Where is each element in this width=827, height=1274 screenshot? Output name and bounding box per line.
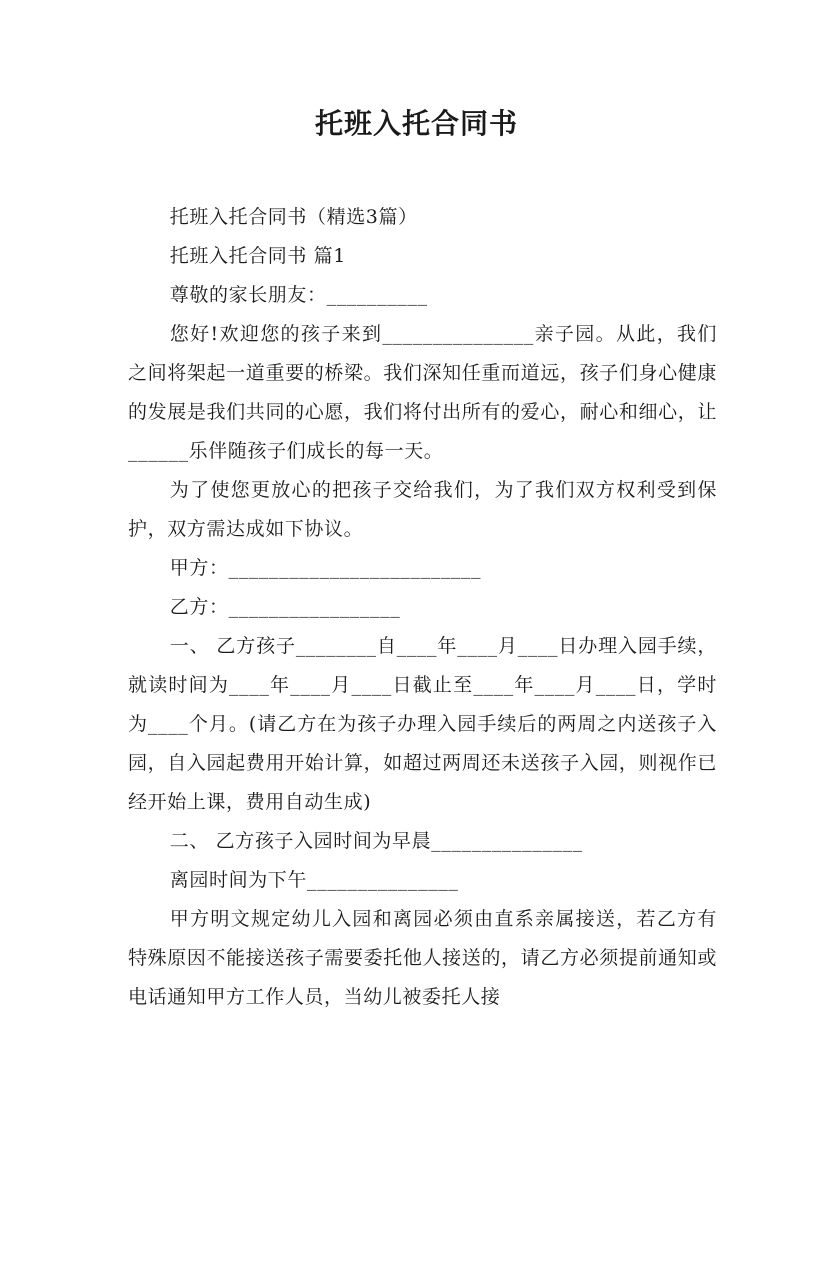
paragraph-party-b: 乙方：_________________ xyxy=(169,596,401,618)
document-title: 托班入托合同书 xyxy=(314,107,518,140)
paragraph-salutation: 尊敬的家长朋友：__________ xyxy=(169,284,428,306)
paragraph-clause-1: 一、 乙方孩子________自____年____月____日办理入园手续，就读时间为____年____月____日截止至____年____月____日，学时为____个月。(请乙方在为孩子办理入园手续后的两周之内送孩子入园，自入园起费用开始计算，如超过两周还未送孩子入园，则视作已经开始上课，费用自动生成) xyxy=(128,635,717,813)
paragraph-party-a: 甲方：_________________________ xyxy=(169,557,482,579)
document-page xyxy=(0,104,827,1274)
paragraph-welcome: 您好!欢迎您的孩子来到_______________亲子园。从此，我们之间将架起一道重要的桥梁。我们深知任重而道远，孩子们身心健康的发展是我们共同的心愿，我们将付出所有的爱心，耐心和细心，让______乐伴随孩子们成长的每一天。 xyxy=(128,323,717,462)
paragraph-leave-time: 离园时间为下午_______________ xyxy=(169,869,459,891)
paragraph-section-heading: 托班入托合同书 篇1 xyxy=(169,245,346,267)
paragraph-purpose: 为了使您更放心的把孩子交给我们，为了我们双方权利受到保护，双方需达成如下协议。 xyxy=(128,479,717,540)
document-body xyxy=(128,198,717,1017)
paragraph-subtitle: 托班入托合同书（精选3篇） xyxy=(169,206,418,228)
paragraph-clause-2: 二、 乙方孩子入园时间为早晨_______________ xyxy=(169,830,583,852)
paragraph-pickup-rule: 甲方明文规定幼儿入园和离园必须由直系亲属接送，若乙方有特殊原因不能接送孩子需要委托他人接送的，请乙方必须提前通知或电话通知甲方工作人员，当幼儿被委托人接 xyxy=(128,908,717,1008)
